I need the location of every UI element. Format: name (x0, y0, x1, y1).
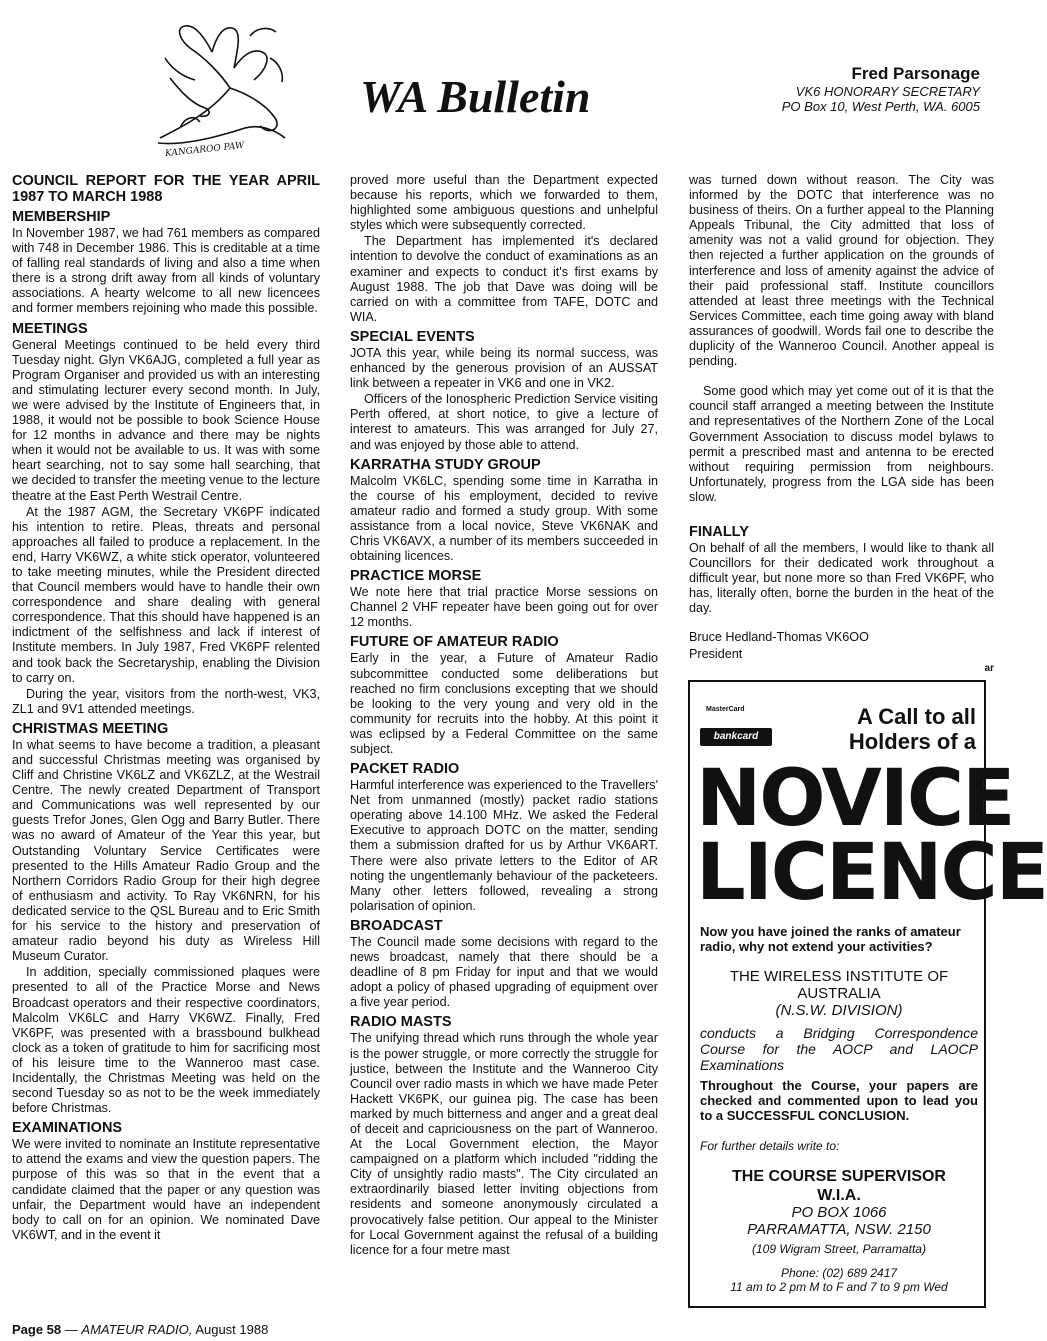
page-number: Page 58 (12, 1322, 62, 1337)
paragraph: Some good which may yet come out of it is that the council staff arranged a meeting between the Institute and representatives of the Northern Zone of the Local Government Association to discuss model bylaws to permit a prescribed mast and antenna to be erected without requiring permission from neighbours. Unfortunately, progress from the LGA side has been slow. (689, 384, 994, 504)
org-line-3: (N.S.W. DIVISION) (775, 1002, 903, 1019)
paragraph: On behalf of all the members, I would like to thank all Councillors for their dedicated work throughout a difficult year, but none more so than Fred VK6PF, who has, literally often, borne the burden in the heat of the day. (689, 540, 994, 616)
heading-radio-masts: RADIO MASTS (350, 1014, 452, 1031)
advert-organisation (700, 968, 978, 1019)
signature-role: President (689, 646, 743, 661)
advert-contact (700, 1266, 978, 1294)
paragraph: Harmful interference was experienced to the Travellers' Net from unmanned (mostly) packet radio stations operating above 14.100 MHz. We asked the Federal Executive to approach DOTC on the matter, sending them a submission drafted for us by Arthur VK6ART. There were also private letters to the Editor of AR noting the ungentlemanly behaviour of the packeteers. Many other letters followed, revealing a strong polarisation of opinion. (350, 778, 658, 913)
address-line-2: PARRAMATTA, NSW. 2150 (747, 1221, 931, 1238)
advert-address (700, 1204, 978, 1238)
heading-practice-morse: PRACTICE MORSE (350, 568, 482, 585)
heading-special-events: SPECIAL EVENTS (350, 328, 475, 345)
masthead-title: WA Bulletin (360, 71, 591, 122)
advert-big-word-licence: LICENCE (696, 828, 1047, 918)
paragraph: In what seems to have become a tradition, a pleasant and successful Christmas meeting was organised by Cliff and Christine VK6LZ and VK6ZLZ, at the Westrail Centre. The newly created Department of Transport and Communications was well represented by our guests Trefor Jones, Glen Ogg and Barry Butler. There was no award of Amateur of the Year this year, but Outstanding Voluntary Service Certificates were presented to the Hills Amateur Radio Group and the Northern Corridors Radio Group for their high degree of enthusiasm and activity. To Ray VK6NRN, for his dedicated service to the QSL Bureau and to Eric Smith for his service to the history and preservation of amateur radio beyond his duty as Wireless Hill Museum Curator. (12, 737, 320, 964)
signature-name: Bruce Hedland-Thomas VK6OO (689, 630, 869, 645)
paragraph: General Meetings continued to be held every third Tuesday night. Glyn VK6AJG, completed a full year as Program Organiser and provided us with an interesting and stimulating lecturer every second month. In July, we were advised by the Institute of Engineers that, in 1988, it would not be possible to book Science House for 12 months in advance and there may be nights when it would not be available to us. It was with some heart searching, not to say some hall searching, that we decided to transfer the meeting venue to the lecture theatre at the East Perth Westrail Centre. (12, 337, 320, 503)
report-title: COUNCIL REPORT FOR THE YEAR APRIL 1987 TO MARCH 1988 (12, 173, 320, 205)
paragraph: We note here that trial practice Morse sessions on Channel 2 VHF repeater have been going out for over 12 months. (350, 585, 658, 630)
logo-caption: KANGAROO PAW (164, 140, 245, 160)
heading-christmas-meeting: CHRISTMAS MEETING (12, 720, 169, 737)
heading-finally: FINALLY (689, 523, 749, 540)
advert-supervisor (700, 1167, 978, 1205)
publication-date: August 1988 (195, 1322, 269, 1337)
address-line-1: PO BOX 1066 (791, 1204, 887, 1221)
paragraph: The Department has implemented it's declared intention to devolve the conduct of examinations as an examiner and expects to conduct it's first exams by August 1988. The job that Dave was doing will be carried on with a committee from TAFE, DOTC and WIA. (350, 234, 658, 324)
supervisor-line-2: W.I.A. (817, 1187, 861, 1204)
paragraph: In November 1987, we had 761 members as compared with 748 in December 1986. This is creditable at a time of falling real standards of living and also a time when there is a strong drift away from all kinds of voluntary associations. A hearty welcome to all new licencees and former members rejoining who made this possible. (12, 226, 321, 316)
paragraph: Malcolm VK6LC, spending some time in Karratha in the course of his employment, decided to revive amateur radio and formed a study group. With some assistance from a local novice, Steve VK6NAK and Chris VK6AVX, a number of its members succeeded in obtaining licences. (350, 473, 658, 564)
secretary-title: VK6 HONORARY SECRETARY (795, 84, 980, 99)
advert-phone: Phone: (02) 689 2417 (780, 1266, 898, 1280)
headline-line-2: Holders of a (848, 729, 976, 754)
paragraph: During the year, visitors from the north-west, VK3, ZL1 and 9V1 attended meetings. (12, 686, 320, 716)
publication-name: AMATEUR RADIO, (81, 1322, 193, 1337)
paragraph: Early in the year, a Future of Amateur Radio subcommittee conducted some deliberations but reached no firm conclusions excepting that we should be looking to the very young and very old in the community for recruits into the hobby. At this point it was eclipsed by a Federal Committee on the same subject. (350, 651, 658, 756)
advert-big-word-novice: NOVICE (696, 754, 1014, 844)
heading-packet-radio: PACKET RADIO (350, 761, 460, 778)
heading-meetings: MEETINGS (12, 320, 88, 337)
org-line-1: THE WIRELESS INSTITUTE OF (729, 968, 949, 985)
advert-hours: 11 am to 2 pm M to F and 7 to 9 pm Wed (730, 1280, 948, 1294)
paragraph: In addition, specially commissioned plaques were presented to all of the Practice Morse and News Broadcast operators and their respective coordinators, Malcolm VK6LC and Harry VK6WZ. Finally, Fred VK6PF, was presented with a brassbound bulkhead clock as a token of gratitude to him for sacrificing most of his leisure time to the Wanneroo mast case. Incidentally, the Christmas Meeting was held on the second Tuesday so as not to be the week immediately before Christmas. (12, 965, 320, 1116)
footer-separator: — (64, 1322, 78, 1337)
novice-licence-advert (688, 680, 1047, 1308)
paragraph: The Council made some decisions with regard to the news broadcast, namely that there should be a deadline of 8 pm Friday for input and that we would adopt a policy of phased upgrading of equipment over a five year period. (350, 934, 658, 1010)
heading-broadcast: BROADCAST (350, 917, 443, 934)
paragraph: We were invited to nominate an Institute representative to attend the exams and view the question papers. The purpose of this was so that in the event that a candidate claimed that the paper or any question was unfair, the Department would have an independent body to call on for an opinion. We nominated Dave VK6WT, and in the event it (12, 1137, 320, 1242)
advert-further-details: For further details write to: (700, 1139, 840, 1153)
paragraph: The unifying thread which runs through the whole year is the power struggle, or more correctly the struggle for justice, between the Institute and the Wanneroo City Council over radio masts in which we have made Peter Hackett VK6PK, our guinea pig. The case has been marked by much bitterness and anger and a great deal of deceit and capriciousness on the part of Wanneroo. At the Local Government election, the Mayor campaigned on a platform which included "ridding the City of unsightly radio masts". The City circulated an extraordinarily biased letter inviting objections from residents and someone anonymously circulated a provocatively false petition. Our appeal to the Minister for Local Government against the refusal of a building licence for a four metre mast (350, 1031, 658, 1257)
secretary-block (782, 64, 980, 114)
secretary-name: Fred Parsonage (851, 64, 980, 83)
bankcard-logo: bankcard (700, 728, 772, 746)
page-footer (12, 1322, 268, 1337)
paragraph: JOTA this year, while being its normal success, was enhanced by the generous provision of an AUSSAT link between a repeater in VK6 and one in VK2. (350, 345, 658, 391)
end-mark: ar (984, 662, 994, 674)
column-3 (689, 173, 994, 677)
mastercard-logo: MasterCard (706, 706, 745, 713)
advert-throughout: Throughout the Course, your papers are checked and commented upon to lead you to a SUCCESSFUL CONCLUSION. (700, 1078, 978, 1123)
advert-bridging-course: conducts a Bridging Correspondence Course for the AOCP and LAOCP Examinations (700, 1025, 978, 1073)
advert-pitch: Now you have joined the ranks of amateur radio, why not extend your activities? (700, 924, 961, 954)
secretary-address: PO Box 10, West Perth, WA. 6005 (781, 99, 980, 114)
org-line-2: AUSTRALIA (797, 985, 881, 1002)
heading-future-of-amateur-radio: FUTURE OF AMATEUR RADIO (350, 634, 559, 651)
headline-line-1: A Call to all (857, 704, 976, 729)
column-1 (12, 173, 320, 1244)
heading-karratha-study-group: KARRATHA STUDY GROUP (350, 456, 541, 473)
heading-examinations: EXAMINATIONS (12, 1120, 123, 1137)
advert-street: (109 Wigram Street, Parramatta) (752, 1242, 926, 1256)
paragraph: proved more useful than the Department expected because his reports, which we forwarded to them, highlighted some ambiguous questions and unhelpful styles which were subsequently corrected. (350, 173, 658, 233)
supervisor-line-1: THE COURSE SUPERVISOR (732, 1168, 946, 1185)
paragraph: was turned down without reason. The City was informed by the DOTC that interference was no business of theirs. On a further appeal to the Planning Appeals Tribunal, the City admitted that loss of amenity was not a valid ground for objection. They then rejected a further application on the grounds of interference and loss of amenity against the advice of their paid professional staff. Institute councillors attended at least three meetings with the Technical Services Committee, each time going away with bland assurances of goodwill. Words fail one to describe the duplicity of the Wanneroo Council. Another appeal is pending. (689, 173, 994, 369)
advert-headline (849, 704, 976, 754)
paragraph: At the 1987 AGM, the Secretary VK6PF indicated his intention to retire. Pleas, threats and personal approaches all failed to produce a replacement. In the end, Harry VK6WZ, a white stick operator, volunteered to take meeting minutes, while the President directed that Council members would have to handle their own correspondence and share dealing with general correspondence. That this should have happened is an indictment of the selfishness and lack if interest of Institute members. In July 1987, Fred VK6PF relented and took back the Secretaryship, enabling the Division to carry on. (12, 504, 320, 685)
heading-membership: MEMBERSHIP (12, 209, 111, 225)
column-2 (350, 173, 658, 1259)
paragraph: Officers of the Ionospheric Prediction Service visiting Perth offered, at short notice, to give a lecture of interest to amateurs. This was arranged for July 27, and was enjoyed by those able to attend. (350, 392, 658, 452)
